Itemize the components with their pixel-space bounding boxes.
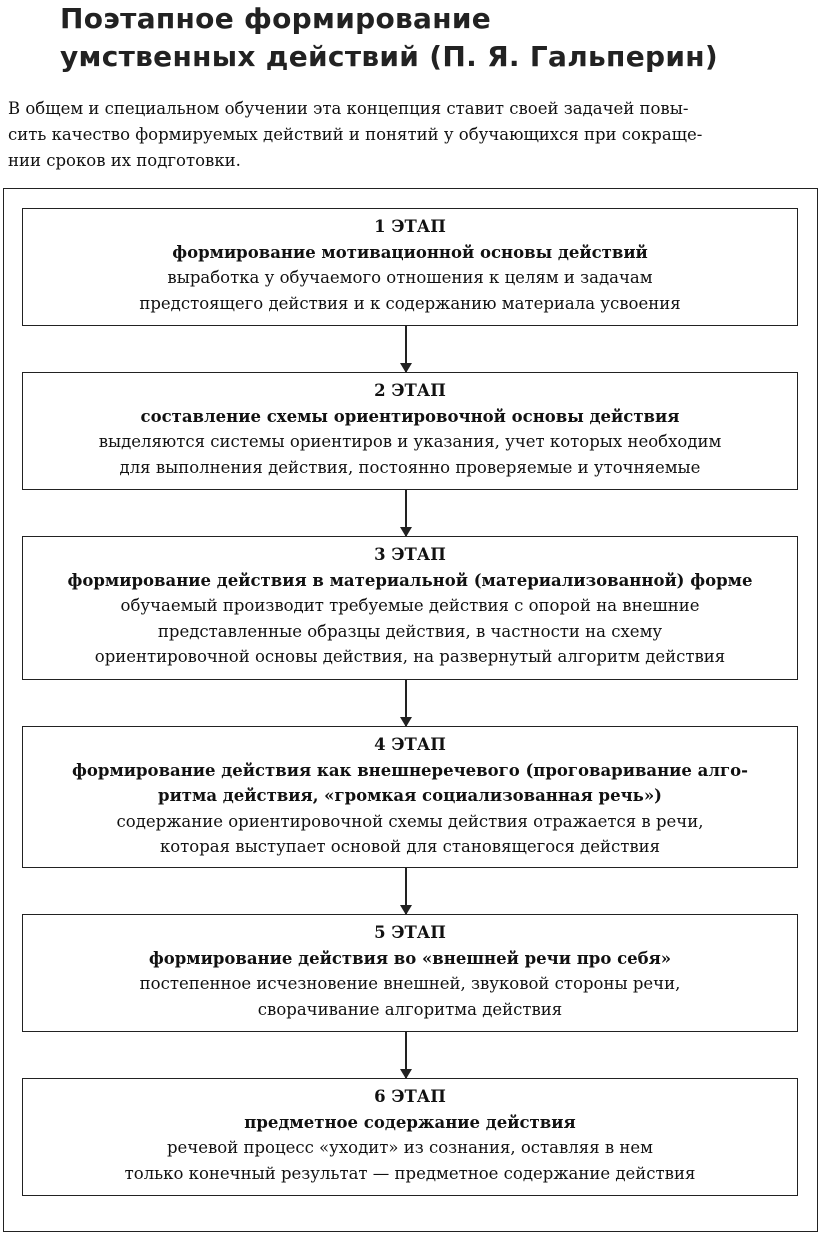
intro-line: нии сроков их подготовки.: [8, 151, 241, 170]
intro-paragraph: [8, 96, 818, 174]
title-line: Поэтапное формирование: [60, 2, 492, 35]
stage-2-box: [22, 372, 798, 490]
stage-heading: формирование действия как внешнеречевого (проговаривание алго-: [72, 760, 748, 780]
stage-number: 6 ЭТАП: [374, 1087, 446, 1106]
stage-heading: ритма действия, «громкая социализованная речь»): [158, 786, 662, 805]
stage-heading: формирование мотивационной основы действий: [172, 242, 648, 262]
stage-description-line: обучаемый производит требуемые действия с опорой на внешние: [120, 596, 700, 615]
page-title: [60, 0, 810, 76]
stage-heading: предметное содержание действия: [244, 1112, 576, 1132]
stage-description-line: для выполнения действия, постоянно проверяемые и уточняемые: [119, 457, 701, 477]
stage-number: 4 ЭТАП: [374, 735, 446, 754]
stage-description-line: которая выступает основой для становящегося действия: [159, 837, 661, 856]
stage-description-line: выделяются системы ориентиров и указания, учет которых необходим: [98, 432, 722, 451]
stage-number: 1 ЭТАП: [374, 217, 446, 236]
arrow-down-icon: [405, 1032, 407, 1078]
stage-description-line: предстоящего действия и к содержанию материала усвоения: [139, 293, 681, 313]
stage-description-line: речевой процесс «уходит» из сознания, оставляя в нем: [167, 1138, 653, 1157]
arrow-down-icon: [405, 680, 407, 726]
stage-number: 2 ЭТАП: [374, 381, 446, 400]
stage-4-box: [22, 726, 798, 868]
stage-description-line: только конечный результат — предметное содержание действия: [124, 1163, 696, 1183]
arrow-down-icon: [405, 326, 407, 372]
stage-description-line: постепенное исчезновение внешней, звуковой стороны речи,: [139, 974, 681, 993]
stage-6-box: [22, 1078, 798, 1196]
title-line: умственных действий (П. Я. Гальперин): [60, 40, 718, 73]
stage-description-line: выработка у обучаемого отношения к целям и задачам: [167, 268, 653, 287]
stage-description-line: содержание ориентировочной схемы действия отражается в речи,: [116, 811, 704, 831]
intro-line: В общем и специальном обучении эта концепция ставит своей задачей повы-: [8, 99, 689, 118]
arrow-down-icon: [405, 490, 407, 536]
stage-3-box: [22, 536, 798, 680]
stage-number: 5 ЭТАП: [374, 923, 446, 942]
stage-description-line: представленные образцы действия, в частности на схему: [157, 621, 663, 641]
arrow-down-icon: [405, 868, 407, 914]
stage-number: 3 ЭТАП: [374, 545, 446, 564]
stage-1-box: [22, 208, 798, 326]
stage-description-line: сворачивание алгоритма действия: [257, 999, 563, 1019]
stage-description-line: ориентировочной основы действия, на развернутый алгоритм действия: [94, 647, 726, 666]
stage-heading: составление схемы ориентировочной основы действия: [140, 406, 680, 426]
stage-heading: формирование действия во «внешней речи про себя»: [148, 948, 672, 968]
stage-heading: формирование действия в материальной (материализованной) форме: [67, 570, 753, 590]
intro-line: сить качество формируемых действий и понятий у обучающихся при сокраще-: [8, 125, 703, 144]
stage-5-box: [22, 914, 798, 1032]
